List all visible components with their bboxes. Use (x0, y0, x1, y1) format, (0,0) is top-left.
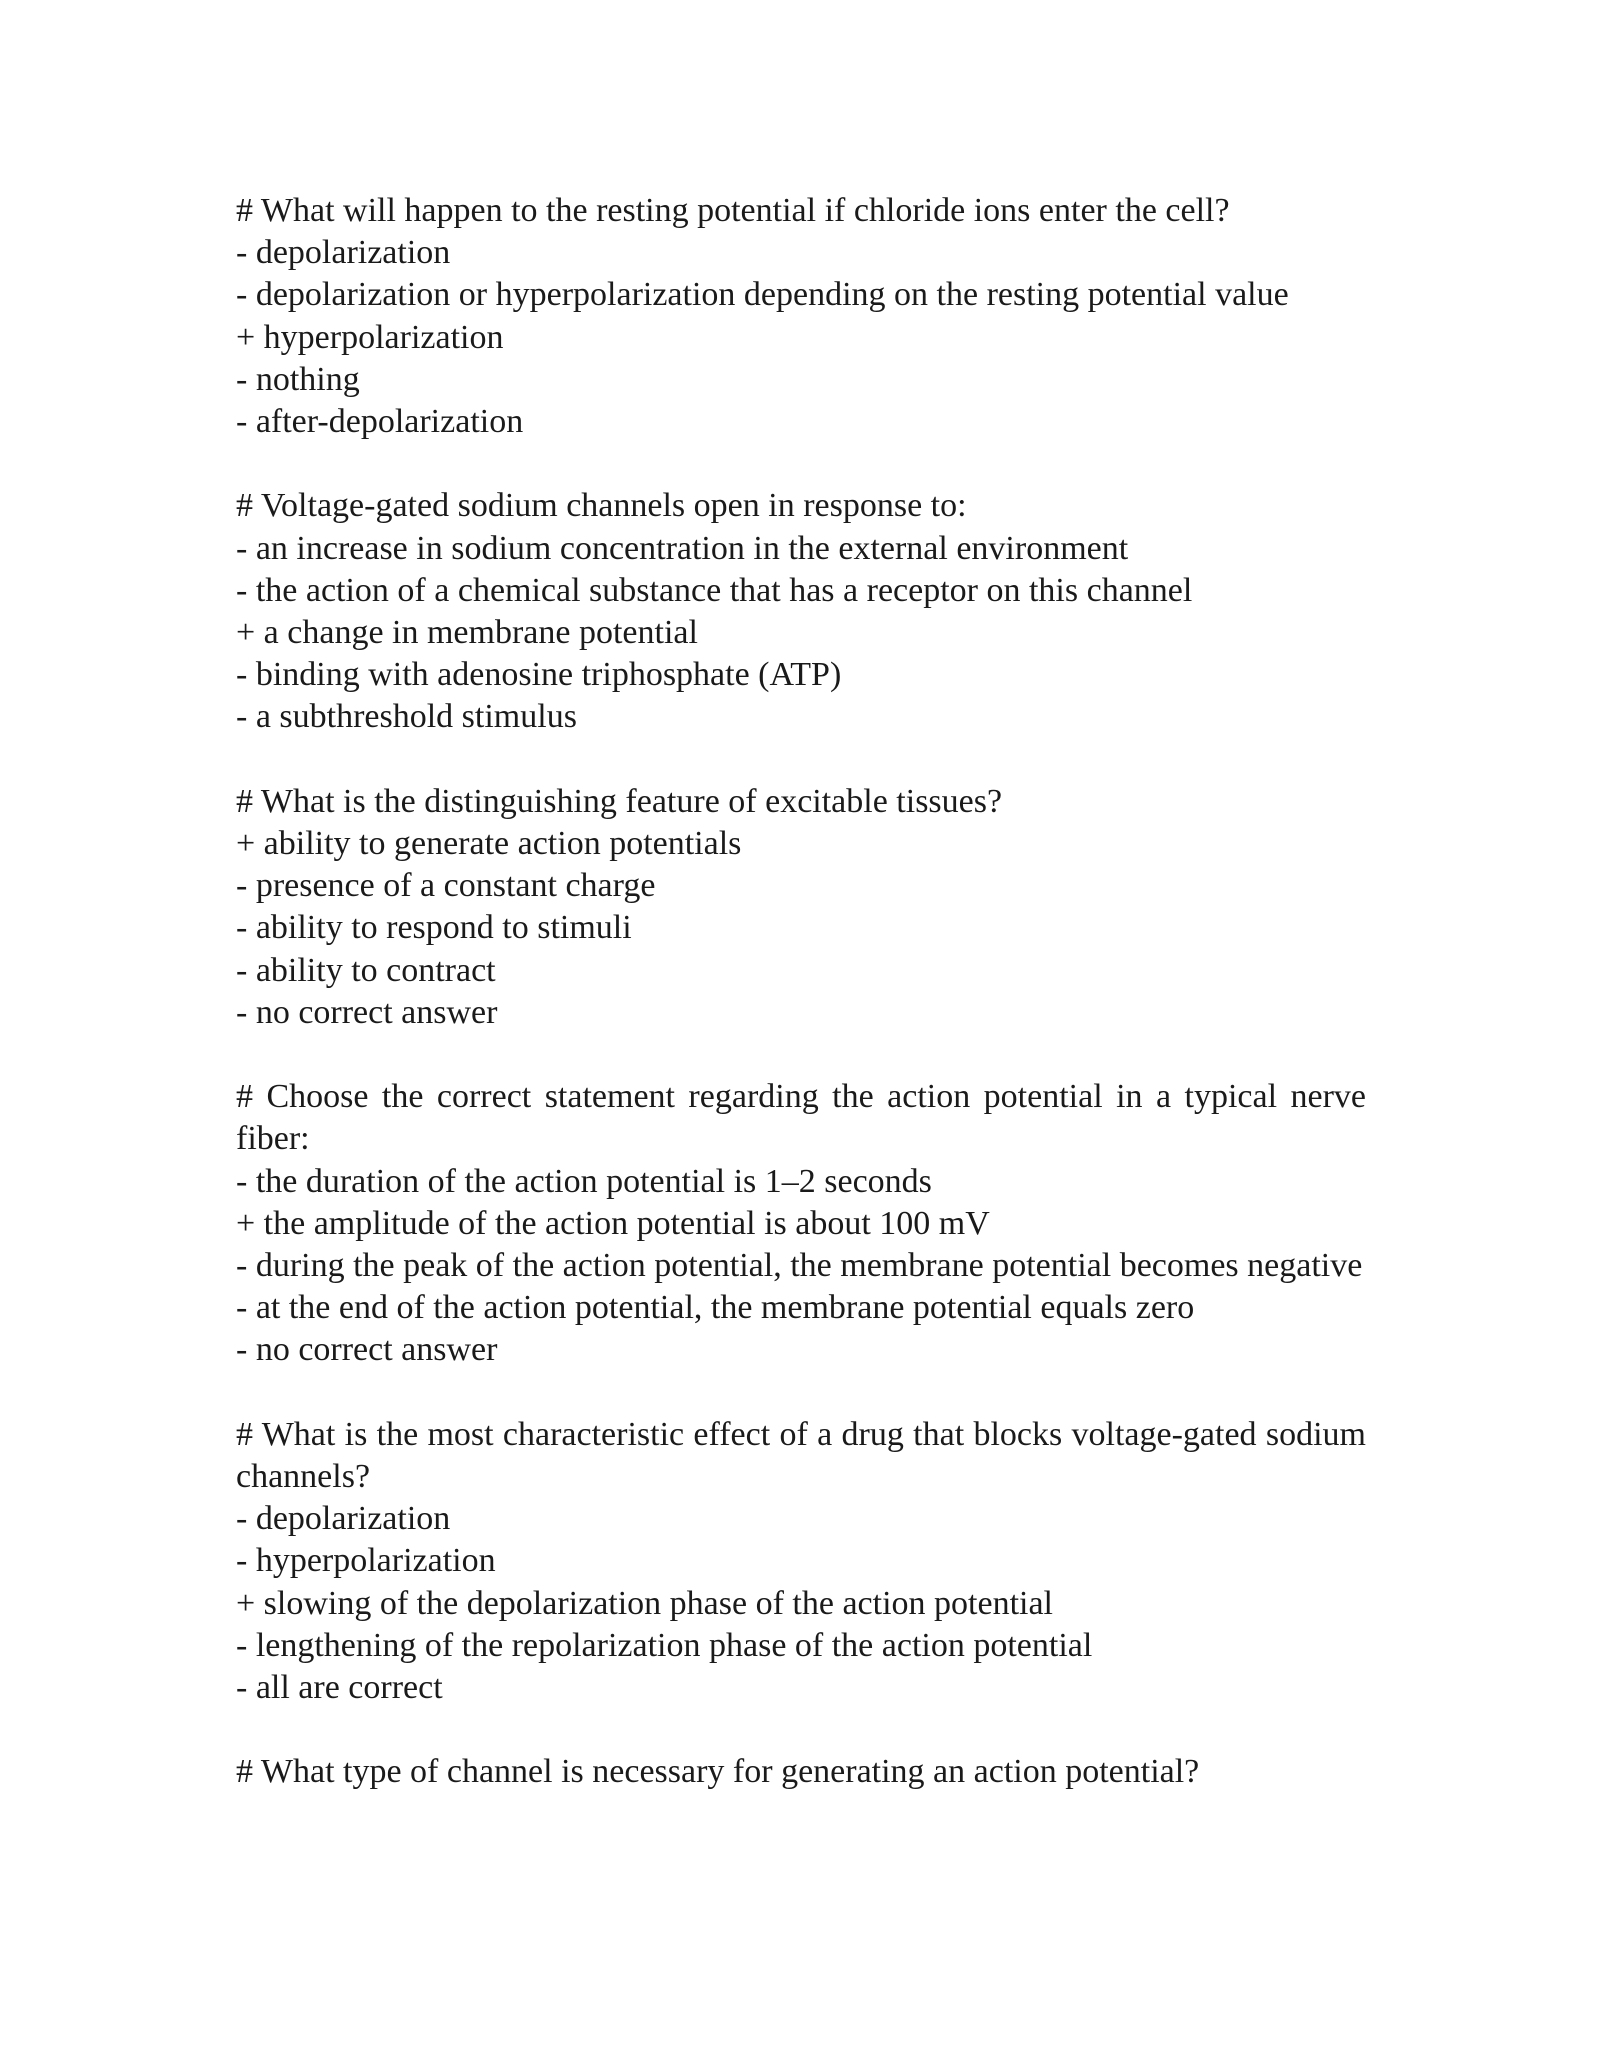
answer-option: - nothing (236, 360, 360, 398)
answer-option: - an increase in sodium concentration in the external environment (236, 529, 1129, 567)
answer-option-correct: + slowing of the depolarization phase of the action potential (236, 1584, 1053, 1622)
question-block-2 (236, 485, 1366, 738)
question-text: # Choose the correct statement regarding the action potential in a typical nerve fiber: (236, 1078, 1366, 1158)
answer-option: - depolarization or hyperpolarization depending on the resting potential value (236, 276, 1289, 314)
answer-option: - depolarization (236, 1500, 451, 1538)
answer-option-correct: + a change in membrane potential (236, 614, 698, 652)
answer-option-correct: + the amplitude of the action potential is about 100 mV (236, 1204, 990, 1242)
question-text: # What will happen to the resting potential if chloride ions enter the cell? (236, 192, 1230, 229)
answer-option: - lengthening of the repolarization phase of the action potential (236, 1626, 1093, 1664)
answer-option: - binding with adenosine triphosphate (ATP) (236, 656, 842, 694)
question-block-6 (236, 1751, 1366, 1793)
answer-option: - no correct answer (236, 1331, 498, 1369)
answer-option-correct: + hyperpolarization (236, 318, 504, 356)
answer-option: - at the end of the action potential, the membrane potential equals zero (236, 1289, 1195, 1327)
answer-option: - a subthreshold stimulus (236, 698, 577, 736)
question-block-5 (236, 1414, 1366, 1709)
answer-option: - no correct answer (236, 993, 498, 1031)
question-text: # What is the distinguishing feature of excitable tissues? (236, 782, 1003, 820)
document-body (236, 190, 1366, 1836)
answer-option: - hyperpolarization (236, 1542, 496, 1580)
question-block-1 (236, 190, 1366, 443)
answer-option: - ability to respond to stimuli (236, 909, 632, 947)
question-block-4 (236, 1076, 1366, 1371)
answer-option: - during the peak of the action potential, the membrane potential becomes negative (236, 1247, 1363, 1285)
answer-option: - depolarization (236, 234, 451, 272)
question-text: # What type of channel is necessary for generating an action potential? (236, 1753, 1200, 1791)
answer-option: - all are correct (236, 1669, 443, 1707)
answer-option: - presence of a constant charge (236, 867, 656, 905)
answer-option: - ability to contract (236, 951, 496, 989)
answer-option: - after-depolarization (236, 403, 524, 441)
question-text: # Voltage-gated sodium channels open in response to: (236, 487, 967, 525)
answer-option: - the duration of the action potential is 1–2 seconds (236, 1162, 932, 1200)
answer-option: - the action of a chemical substance that has a receptor on this channel (236, 571, 1193, 609)
question-text: # What is the most characteristic effect of a drug that blocks voltage-gated sodium channels? (236, 1415, 1366, 1496)
answer-option-correct: + ability to generate action potentials (236, 825, 742, 863)
question-block-3 (236, 781, 1366, 1034)
